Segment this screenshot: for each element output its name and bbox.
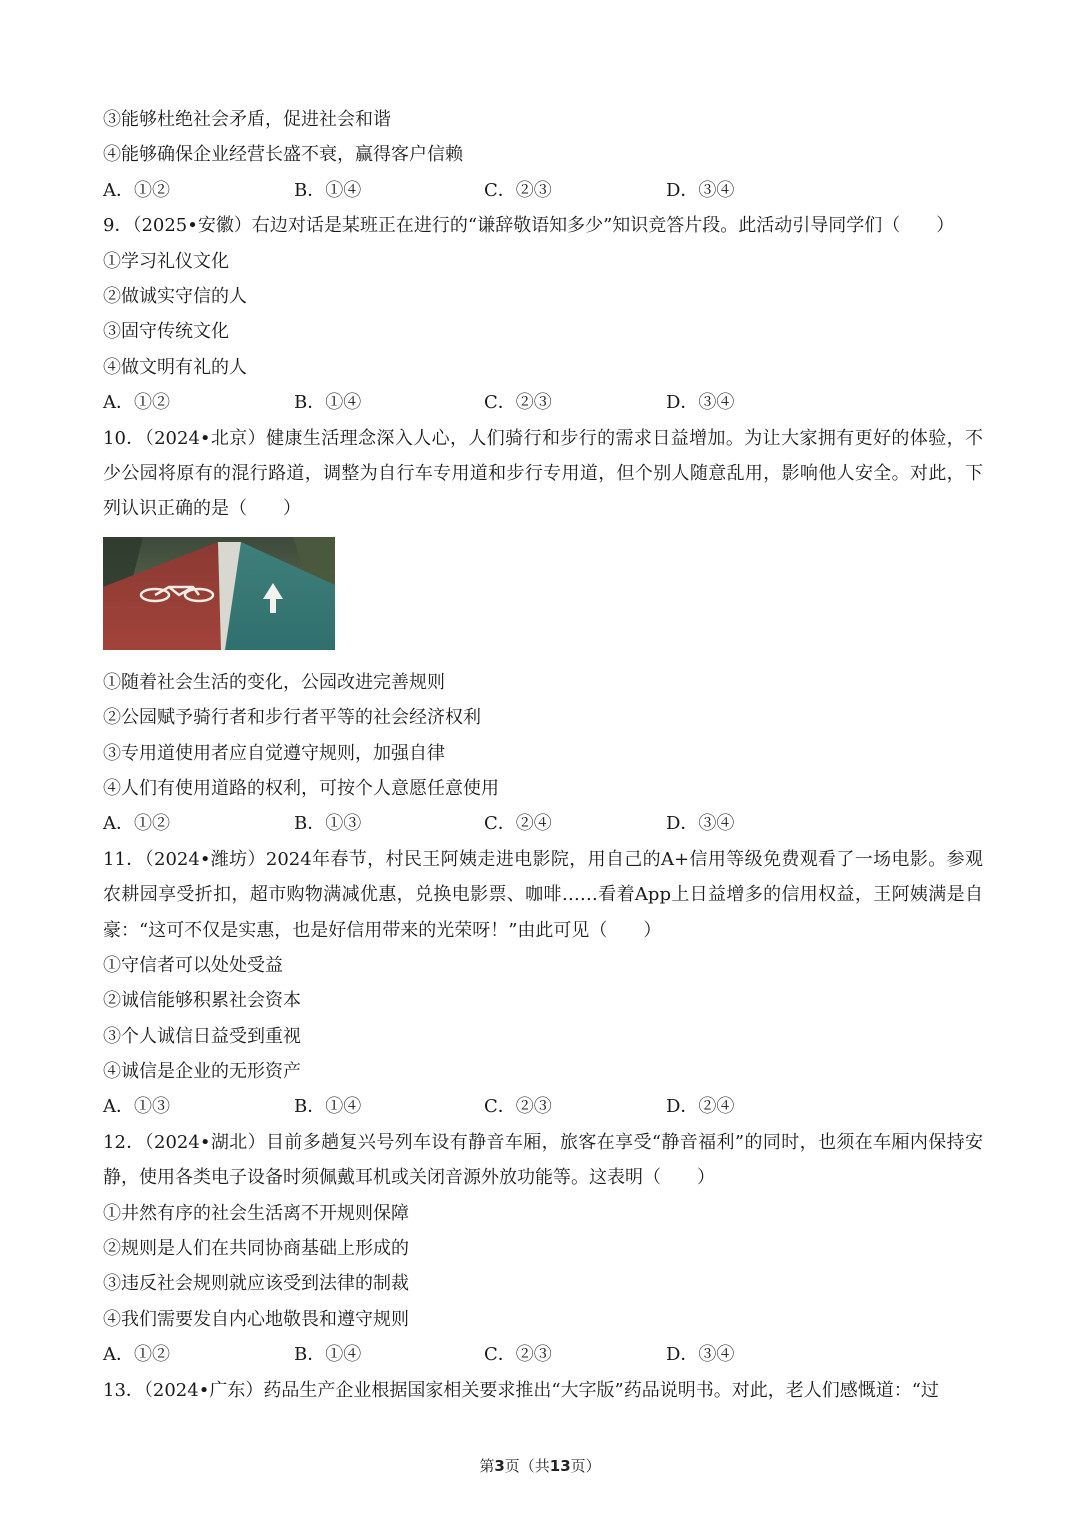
current-page-number: 3: [494, 1457, 505, 1475]
option-line: ③违反社会规则就应该受到法律的制裁: [103, 1273, 409, 1295]
choice-d: D．③④: [666, 1344, 735, 1366]
option-line: ②公园赋予骑行者和步行者平等的社会经济权利: [103, 707, 481, 729]
choice-c: C．②③: [484, 179, 552, 201]
answer-choices: [103, 806, 983, 841]
choice-c: C．②④: [484, 813, 552, 835]
question-11: [103, 842, 983, 1125]
choice-b: B．①④: [294, 392, 362, 414]
option-line: ③固守传统文化: [103, 321, 229, 343]
option-line: ④做文明有礼的人: [103, 356, 247, 378]
option-line: ③专用道使用者应自觉遵守规则，加强自律: [103, 742, 445, 764]
choice-b: B．①④: [294, 179, 362, 201]
choice-c: C．②③: [484, 392, 552, 414]
choice-c: C．②③: [484, 1096, 552, 1118]
choice-b: B．①④: [294, 1344, 362, 1366]
bike-lane-image: [103, 537, 335, 650]
choice-b: B．①③: [294, 813, 362, 835]
choice-d: D．②④: [666, 1096, 735, 1118]
option-line: ③能够杜绝社会矛盾，促进社会和谐: [103, 109, 391, 130]
option-line: ①随着社会生活的变化，公园改进完善规则: [103, 671, 445, 693]
question-9: [103, 208, 983, 420]
option-line: ④人们有使用道路的权利，可按个人意愿任意使用: [103, 777, 499, 799]
answer-choices: [103, 1337, 983, 1372]
question-8-tail: [103, 102, 983, 208]
choice-a: A．①②: [103, 1344, 170, 1366]
choice-b: B．①④: [294, 1096, 362, 1118]
footer-suffix: 页）: [570, 1457, 601, 1475]
question-stem: 12．（2024•湖北）目前多趟复兴号列车设有静音车厢，旅客在享受“静音福利”的同时，也须在车厢内保持安静，使用各类电子设备时须佩戴耳机或关闭音源外放功能等。这表明（ ）: [103, 1131, 983, 1189]
footer-mid: 页（共: [504, 1457, 550, 1475]
option-line: ①学习礼仪文化: [103, 250, 229, 272]
option-line: ④我们需要发自内心地敬畏和遵守规则: [103, 1308, 409, 1330]
option-line: ④诚信是企业的无形资产: [103, 1061, 301, 1083]
answer-choices: [103, 385, 983, 420]
question-10: [103, 421, 983, 842]
question-12: [103, 1125, 983, 1373]
bike-lane-photo: [103, 537, 335, 650]
page-footer: [0, 1455, 1080, 1476]
option-line: ②诚信能够积累社会资本: [103, 990, 301, 1012]
option-line: ④能够确保企业经营长盛不衰，赢得客户信赖: [103, 144, 463, 166]
option-line: ②做诚实守信的人: [103, 285, 247, 307]
choice-a: A．①②: [103, 179, 170, 201]
choice-d: D．③④: [666, 179, 735, 201]
question-stem: 9．（2025•安徽）右边对话是某班正在进行的“谦辞敬语知多少”知识竞答片段。此活动引导同学们（ ）: [103, 215, 955, 237]
question-13: [103, 1373, 983, 1408]
option-line: ②规则是人们在共同协商基础上形成的: [103, 1238, 409, 1260]
question-stem: 10．（2024•北京）健康生活理念深入人心，人们骑行和步行的需求日益增加。为让大家拥有更好的体验，不少公园将原有的混行路道，调整为自行车专用道和步行专用道，但个别人随意乱用，影响他人安全。对此，下列认识正确的是（ ）: [103, 427, 983, 520]
choice-a: A．①②: [103, 813, 170, 835]
option-line: ①守信者可以处处受益: [103, 954, 283, 976]
choice-a: A．①②: [103, 392, 170, 414]
choice-a: A．①③: [103, 1096, 170, 1118]
question-content: [103, 102, 983, 1408]
option-line: ①井然有序的社会生活离不开规则保障: [103, 1202, 409, 1224]
option-line: ③个人诚信日益受到重视: [103, 1025, 301, 1047]
total-pages: 13: [549, 1457, 571, 1475]
question-stem: 11．（2024•潍坊）2024年春节，村民王阿姨走进电影院，用自己的A+信用等级免费观看了一场电影。参观农耕园享受折扣，超市购物满减优惠，兑换电影票、咖啡……看着App上日益增多的信用权益，王阿姨满是自豪：“这可不仅是实惠，也是好信用带来的光荣呀！”由此可见（ ）: [103, 848, 983, 941]
choice-c: C．②③: [484, 1344, 552, 1366]
answer-choices: [103, 173, 983, 208]
answer-choices: [103, 1089, 983, 1124]
choice-d: D．③④: [666, 392, 735, 414]
footer-prefix: 第: [479, 1457, 495, 1475]
choice-d: D．③④: [666, 813, 735, 835]
question-stem: 13．（2024•广东）药品生产企业根据国家相关要求推出“大字版”药品说明书。对此，老人们感慨道：“过: [103, 1379, 939, 1401]
